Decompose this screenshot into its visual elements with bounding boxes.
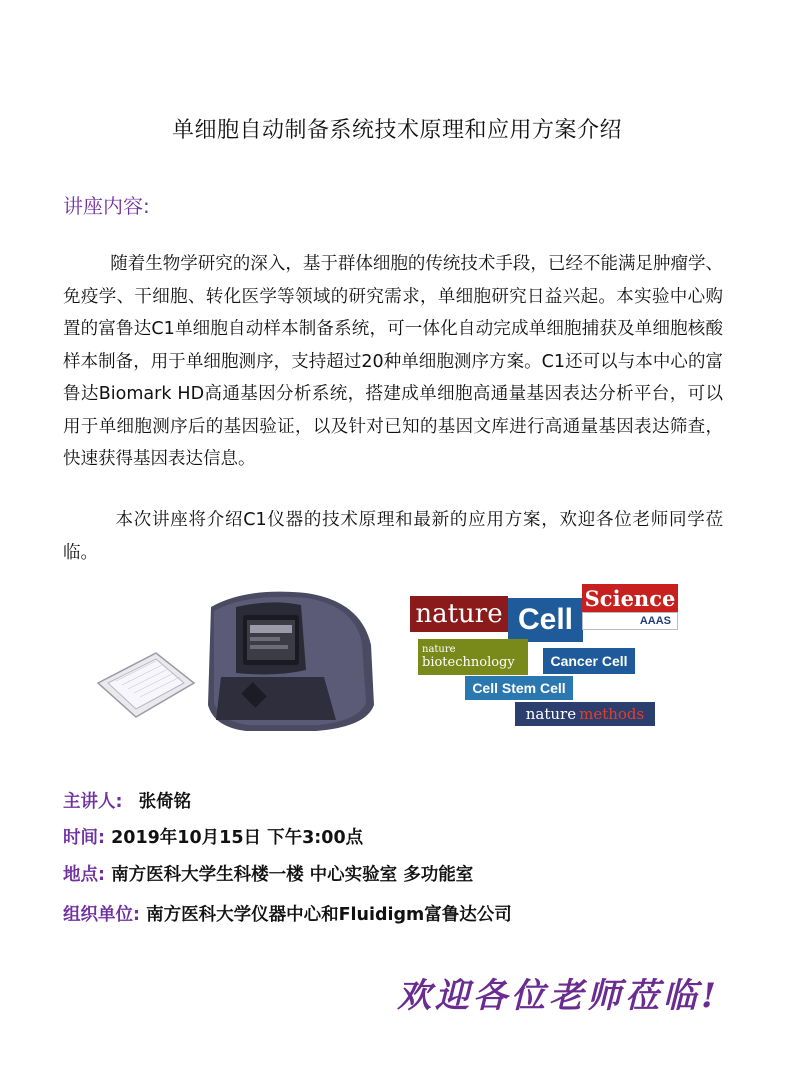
time-line: [63, 824, 363, 849]
organizer-label: 组织单位:: [63, 905, 140, 925]
place-value: 南方医科大学生科楼一楼 中心实验室 多功能室: [111, 865, 474, 885]
speaker-name: 张倚铭: [138, 792, 192, 812]
organizer-value: 南方医科大学仪器中心和Fluidigm富鲁达公司: [146, 905, 512, 925]
intro-paragraph: 随着生物学研究的深入，基于群体细胞的传统技术手段，已经不能满足肿瘤学、免疫学、干细胞、转化医学等领域的研究需求，单细胞研究日益兴起。本实验中心购置的富鲁达C1单细胞自动样本制备系统，可一体化自动完成单细胞捕获及单细胞核酸样本制备，用于单细胞测序，支持超过20种单细胞测序方案。C1还可以与本中心的富鲁达Biomark HD高通基因分析系统，搭建成单细胞高通量基因表达分析平台，可以用于单细胞测序后的基因验证，以及针对已知的基因文库进行高通量基因表达筛查，快速获得基因表达信息。: [63, 254, 723, 469]
speaker-label: 主讲人:: [63, 792, 123, 812]
journal-logos: [410, 584, 680, 729]
cancer-cell-logo: Cancer Cell: [543, 648, 635, 674]
place-label: 地点:: [63, 865, 105, 885]
nature-logo: nature: [410, 596, 508, 632]
ifc-chip-plate: [98, 653, 194, 717]
aaas-logo: AAAS: [582, 612, 678, 630]
section-heading: 讲座内容:: [63, 194, 150, 218]
page-title: 单细胞自动制备系统技术原理和应用方案介绍: [171, 118, 622, 143]
nature-biotechnology-logo: nature biotechnology: [418, 639, 528, 675]
speaker-line: [63, 788, 191, 813]
cell-logo: Cell: [508, 598, 583, 642]
place-line: [63, 861, 473, 886]
time-label: 时间:: [63, 828, 105, 848]
c1-instrument-image: [96, 585, 386, 735]
welcome-message: 欢迎各位老师莅临!: [397, 976, 720, 1016]
science-logo: Science: [582, 584, 678, 612]
cell-stem-cell-logo: Cell Stem Cell: [465, 676, 573, 700]
organizer-line: [63, 901, 512, 926]
time-value: 2019年10月15日 下午3:00点: [111, 828, 364, 848]
invitation-paragraph: 本次讲座将介绍C1仪器的技术原理和最新的应用方案，欢迎各位老师同学莅临。: [63, 510, 723, 563]
nature-methods-logo: nature methods: [515, 702, 655, 726]
instrument-body: [208, 592, 374, 731]
